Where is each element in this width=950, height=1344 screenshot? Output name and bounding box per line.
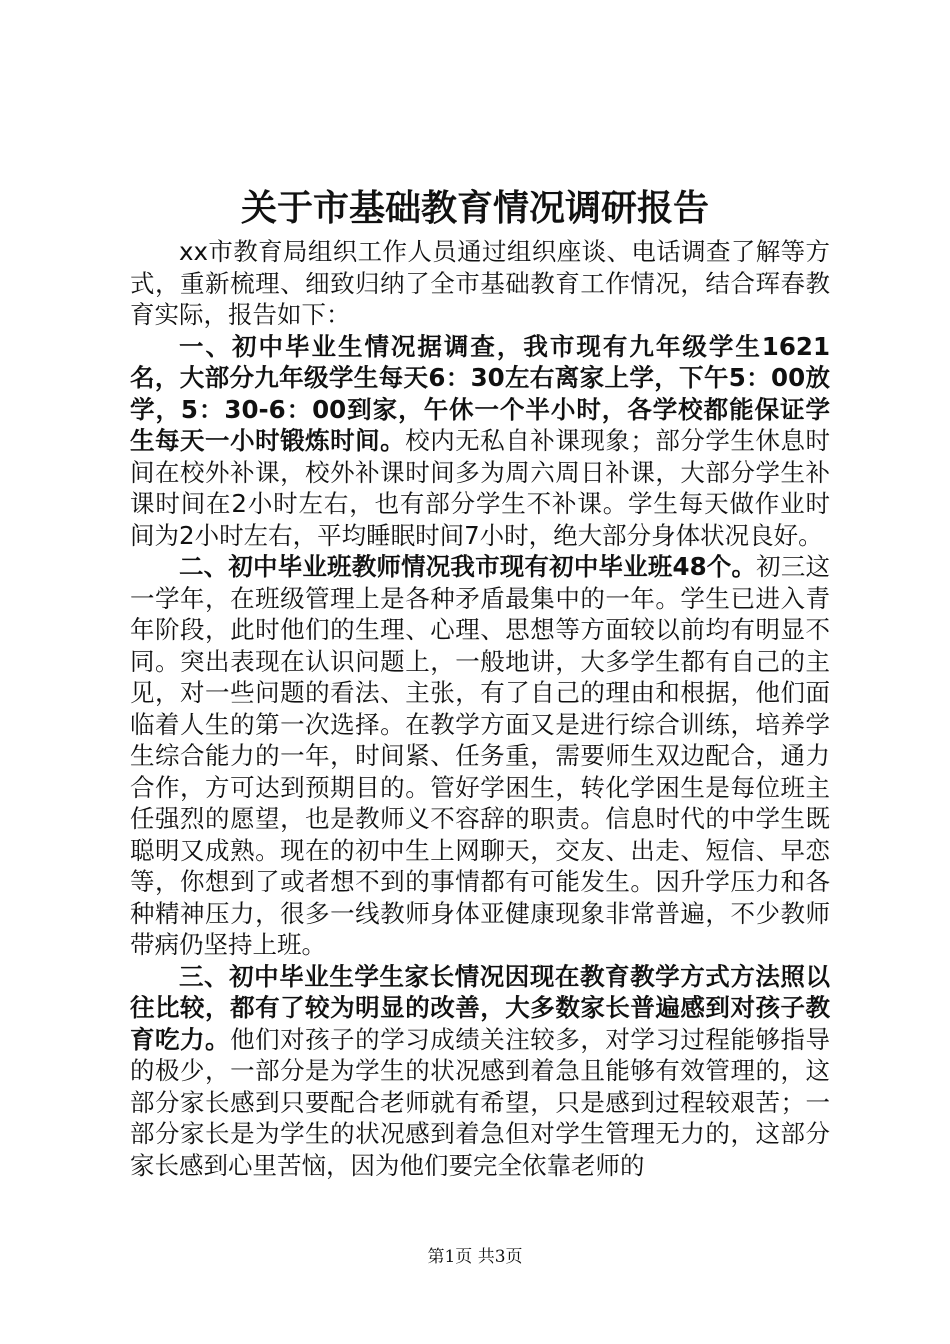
document-body xyxy=(130,236,830,1181)
paragraph-section-2 xyxy=(130,551,830,961)
paragraph-section-3 xyxy=(130,961,830,1182)
section-3-text: 他们对孩子的学习成绩关注较多，对学习过程能够指导的极少，一部分是为学生的状况感到着急且能够有效管理的，这部分家长感到只要配合老师就有希望，只是感到过程较艰苦；一部分家长是为学生的状况感到着急但对学生管理无力的，这部分家长感到心里苦恼，因为他们要完全依靠老师的 xyxy=(130,1024,831,1180)
document-title: 关于市基础教育情况调研报告 xyxy=(240,187,709,229)
section-2-heading: 二、初中毕业班教师情况我市现有初中毕业班48个。 xyxy=(179,552,757,581)
paragraph-intro-text: xx市教育局组织工作人员通过组织座谈、电话调查了解等方式，重新梳理、细致归纳了全市基础教育工作情况，结合珲春教育实际，报告如下： xyxy=(130,237,830,329)
section-1-text: 校内无私自补课现象；部分学生休息时间在校外补课，校外补课时间多为周六周日补课，大部分学生补课时间在2小时左右，也有部分学生不补课。学生每天做作业时间为2小时左右，平均睡眠时间7小时，绝大部分身体状况良好。 xyxy=(130,426,830,550)
section-3-heading: 三、初中毕业生学生家长情况因现在教育教学方式方法照以往比较，都有了较为明显的改善，大多数家长普遍感到对孩子教育吃力。 xyxy=(130,961,830,1054)
section-1-heading: 一、初中毕业生情况据调查，我市现有九年级学生1621名，大部分九年级学生每天6：30左右离家上学，下午5：00放学，5：30-6：00到家，午休一个半小时，各学校都能保证学生每天一小时锻炼时间。 xyxy=(130,331,830,455)
paragraph-section-1 xyxy=(130,331,830,552)
paragraph-intro xyxy=(130,236,830,331)
section-2-text: 初三这一学年，在班级管理上是各种矛盾最集中的一年。学生已进入青年阶段，此时他们的生理、心理、思想等方面较以前均有明显不同。突出表现在认识问题上，一般地讲，大多学生都有自己的主见，对一些问题的看法、主张，有了自己的理由和根据，他们面临着人生的第一次选择。在教学方面又是进行综合训练，培养学生综合能力的一年，时间紧、任务重，需要师生双边配合，通力合作，方可达到预期目的。管好学困生，转化学困生是每位班主任强烈的愿望，也是教师义不容辞的职责。信息时代的中学生既聪明又成熟。现在的初中生上网聊天，交友、出走、短信、早恋等，你想到了或者想不到的事情都有可能发生。因升学压力和各种精神压力，很多一线教师身体亚健康现象非常普遍，不少教师带病仍坚持上班。 xyxy=(130,552,831,959)
page-footer: 第1页 共3页 xyxy=(427,1247,523,1267)
